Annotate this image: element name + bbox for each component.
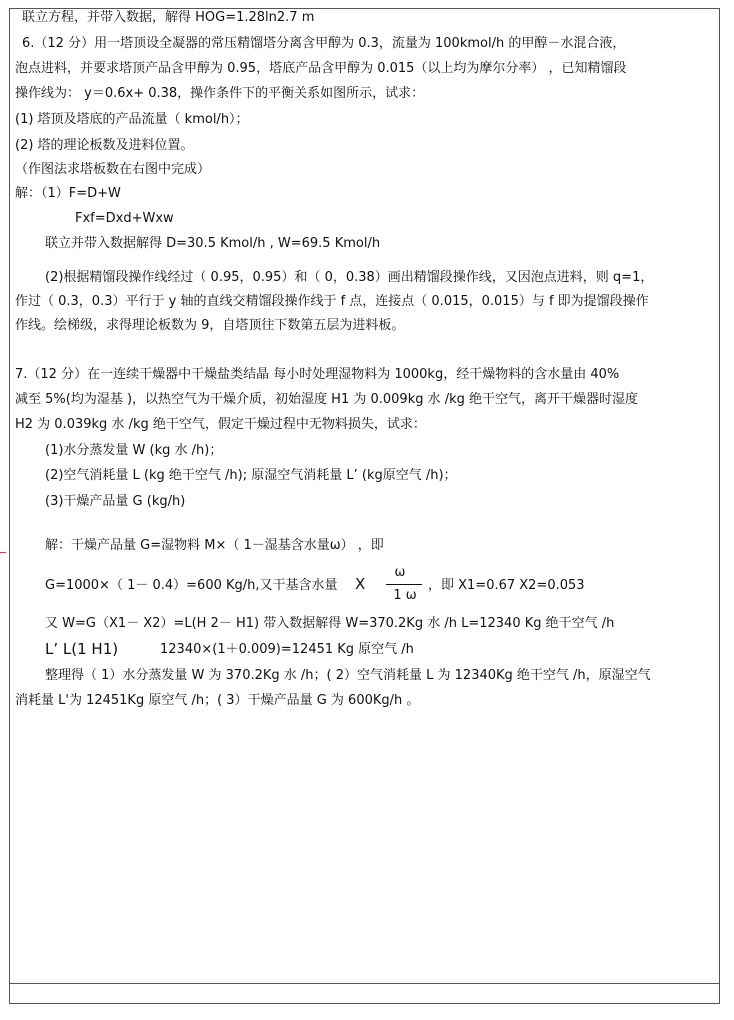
text-line: 减至 5%(均为湿基 )，以热空气为干燥介质，初始湿度 H1 为 0.009kg 水 /kg 绝干空气，离开干燥器时湿度	[15, 392, 639, 407]
variable-x: X	[355, 575, 366, 593]
solution-line: (2)根据精馏段操作线经过（ 0.95，0.95）和（ 0，0.38）画出精馏段操作线，又因泡点进料，则 q=1，	[45, 270, 654, 285]
fraction-bar	[386, 584, 422, 585]
question-item: (2)空气消耗量 L (kg 绝干空气 /h); 原湿空气消耗量 L’ (kg原空气 /h)；	[45, 468, 457, 483]
text-line: 泡点进料，并要求塔顶产品含甲醇为 0.95，塔底产品含甲醇为 0.015（以上均为摩尔分率） ，已知精馏段	[15, 61, 627, 76]
text-line: 联立方程，并带入数据，解得 HOG=1.28ln2.7 m	[22, 10, 315, 25]
summary-line: 消耗量 L'为 12451Kg 原空气 /h；( 3）干燥产品量 G 为 600Kg/h 。	[15, 693, 420, 708]
solution-line: 解：干燥产品量 G=湿物料 M×（ 1－湿基含水量ω） ，即	[45, 538, 384, 553]
text-line: （作图法求塔板数在右图中完成）	[15, 162, 211, 177]
equation-line: L’ L(1 H1)	[45, 640, 119, 658]
problem-6-heading: 6.（12 分）用一塔顶设全凝器的常压精馏塔分离含甲醇为 0.3，流量为 100kmol/h 的甲醇－水混合液，	[22, 36, 626, 51]
solution-line: 联立并带入数据解得 D=30.5 Kmol/h , W=69.5 Kmol/h	[45, 236, 381, 251]
summary-line: 整理得（ 1）水分蒸发量 W 为 370.2Kg 水 /h；( 2）空气消耗量 L 为 12340Kg 绝干空气 /h，原湿空气	[45, 668, 651, 683]
equation-line: 12340×(1＋0.009)=12451 Kg 原空气 /h	[160, 642, 414, 657]
text-line: 操作线为： y＝0.6x+ 0.38，操作条件下的平衡关系如图所示，试求：	[15, 86, 425, 101]
question-item: (1)水分蒸发量 W (kg 水 /h)；	[45, 443, 223, 458]
fraction-numerator: ω	[394, 565, 406, 580]
equation-line: Fxf=Dxd+Wxw	[75, 211, 174, 226]
footer-divider	[9, 983, 720, 984]
solution-line: G=1000×（ 1－ 0.4）=600 Kg/h,又干基含水量	[45, 578, 338, 593]
solution-line: 解：（1）F=D+W	[15, 186, 121, 201]
solution-line: 作线。绘梯级，求得理论板数为 9，自塔顶往下数第五层为进料板。	[15, 318, 405, 333]
solution-line: 又 W=G（X1－ X2）=L(H 2－ H1) 带入数据解得 W=370.2Kg 水 /h L=12340 Kg 绝干空气 /h	[45, 616, 615, 631]
question-item: (2) 塔的理论板数及进料位置。	[15, 138, 194, 153]
question-item: (1) 塔顶及塔底的产品流量（ kmol/h）；	[15, 112, 249, 127]
problem-7-heading: 7.（12 分）在一连续干燥器中干燥盐类结晶 每小时处理湿物料为 1000kg，经干燥物料的含水量由 40%	[15, 367, 620, 382]
question-item: (3)干燥产品量 G (kg/h)	[45, 494, 186, 509]
solution-line: 作过（ 0.3，0.3）平行于 y 轴的直线交精馏段操作线于 f 点，连接点（ 0.015，0.015）与 f 即为提馏段操作	[15, 294, 649, 309]
text-line: H2 为 0.039kg 水 /kg 绝干空气，假定干燥过程中无物料损失，试求：	[15, 417, 426, 432]
solution-line: ，即 X1=0.67 X2=0.053	[428, 578, 585, 593]
margin-mark	[0, 552, 6, 553]
fraction-denominator: 1 ω	[393, 588, 417, 603]
